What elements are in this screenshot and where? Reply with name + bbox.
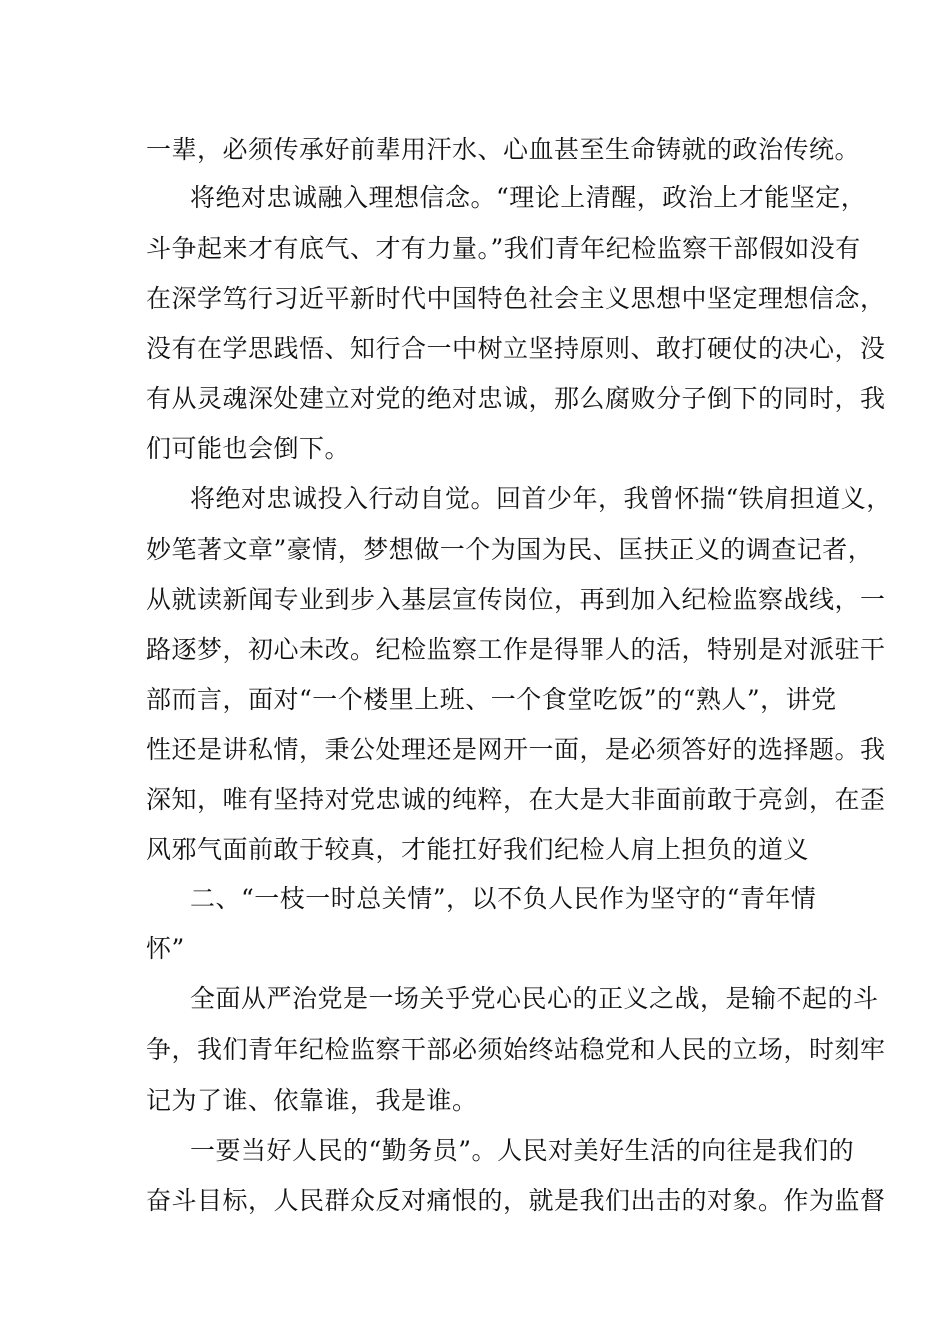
text-line: 在深学笃行习近平新时代中国特色社会主义思想中坚定理想信念， xyxy=(146,284,886,313)
text-line: 妙笔著文章”豪情，梦想做一个为国为民、匡扶正义的调查记者， xyxy=(146,535,874,564)
text-line: 斗争起来才有底气、才有力量。”我们青年纪检监察干部假如没有 xyxy=(146,234,861,263)
text-line: 奋斗目标，人民群众反对痛恨的，就是我们出击的对象。作为监督 xyxy=(146,1186,886,1215)
text-line: 记为了谁、依靠谁，我是谁。 xyxy=(146,1086,478,1115)
text-line: 有从灵魂深处建立对党的绝对忠诚，那么腐败分子倒下的同时，我 xyxy=(146,384,886,413)
text-line-continuation: 一辈，必须传承好前辈用汗水、心血甚至生命铸就的政治传统。 xyxy=(146,135,861,164)
text-line: 们可能也会倒下。 xyxy=(146,434,351,463)
text-line: 争，我们青年纪检监察干部必须始终站稳党和人民的立场，时刻牢 xyxy=(146,1035,886,1064)
text-line-paragraph-start: 将绝对忠诚融入理想信念。“理论上清醒，政治上才能坚定， xyxy=(190,183,867,212)
text-line: 性还是讲私情，秉公处理还是网开一面，是必须答好的选择题。我 xyxy=(146,735,886,764)
text-line: 路逐梦，初心未改。纪检监察工作是得罪人的活，特别是对派驻干 xyxy=(146,635,886,664)
text-line: 风邪气面前敢于较真，才能扛好我们纪检人肩上担负的道义 xyxy=(146,835,810,864)
text-line: 从就读新闻专业到步入基层宣传岗位，再到加入纪检监察战线，一 xyxy=(146,585,886,614)
text-line: 没有在学思践悟、知行合一中树立坚持原则、敢打硬仗的决心，没 xyxy=(146,334,886,363)
section-heading-continuation: 怀” xyxy=(146,934,185,963)
text-line: 部而言，面对“一个楼里上班、一个食堂吃饭”的“熟人”，讲党 xyxy=(146,685,837,714)
section-heading: 二、“一枝一时总关情”，以不负人民作为坚守的“青年情 xyxy=(190,884,817,913)
text-line: 深知，唯有坚持对党忠诚的纯粹，在大是大非面前敢于亮剑，在歪 xyxy=(146,785,886,814)
text-line-paragraph-start: 一要当好人民的“勤务员”。人民对美好生活的向往是我们的 xyxy=(190,1136,855,1165)
text-line-paragraph-start: 全面从严治党是一场关乎党心民心的正义之战，是输不起的斗 xyxy=(190,984,879,1013)
text-line-paragraph-start: 将绝对忠诚投入行动自觉。回首少年，我曾怀揣“铁肩担道义， xyxy=(190,484,892,513)
